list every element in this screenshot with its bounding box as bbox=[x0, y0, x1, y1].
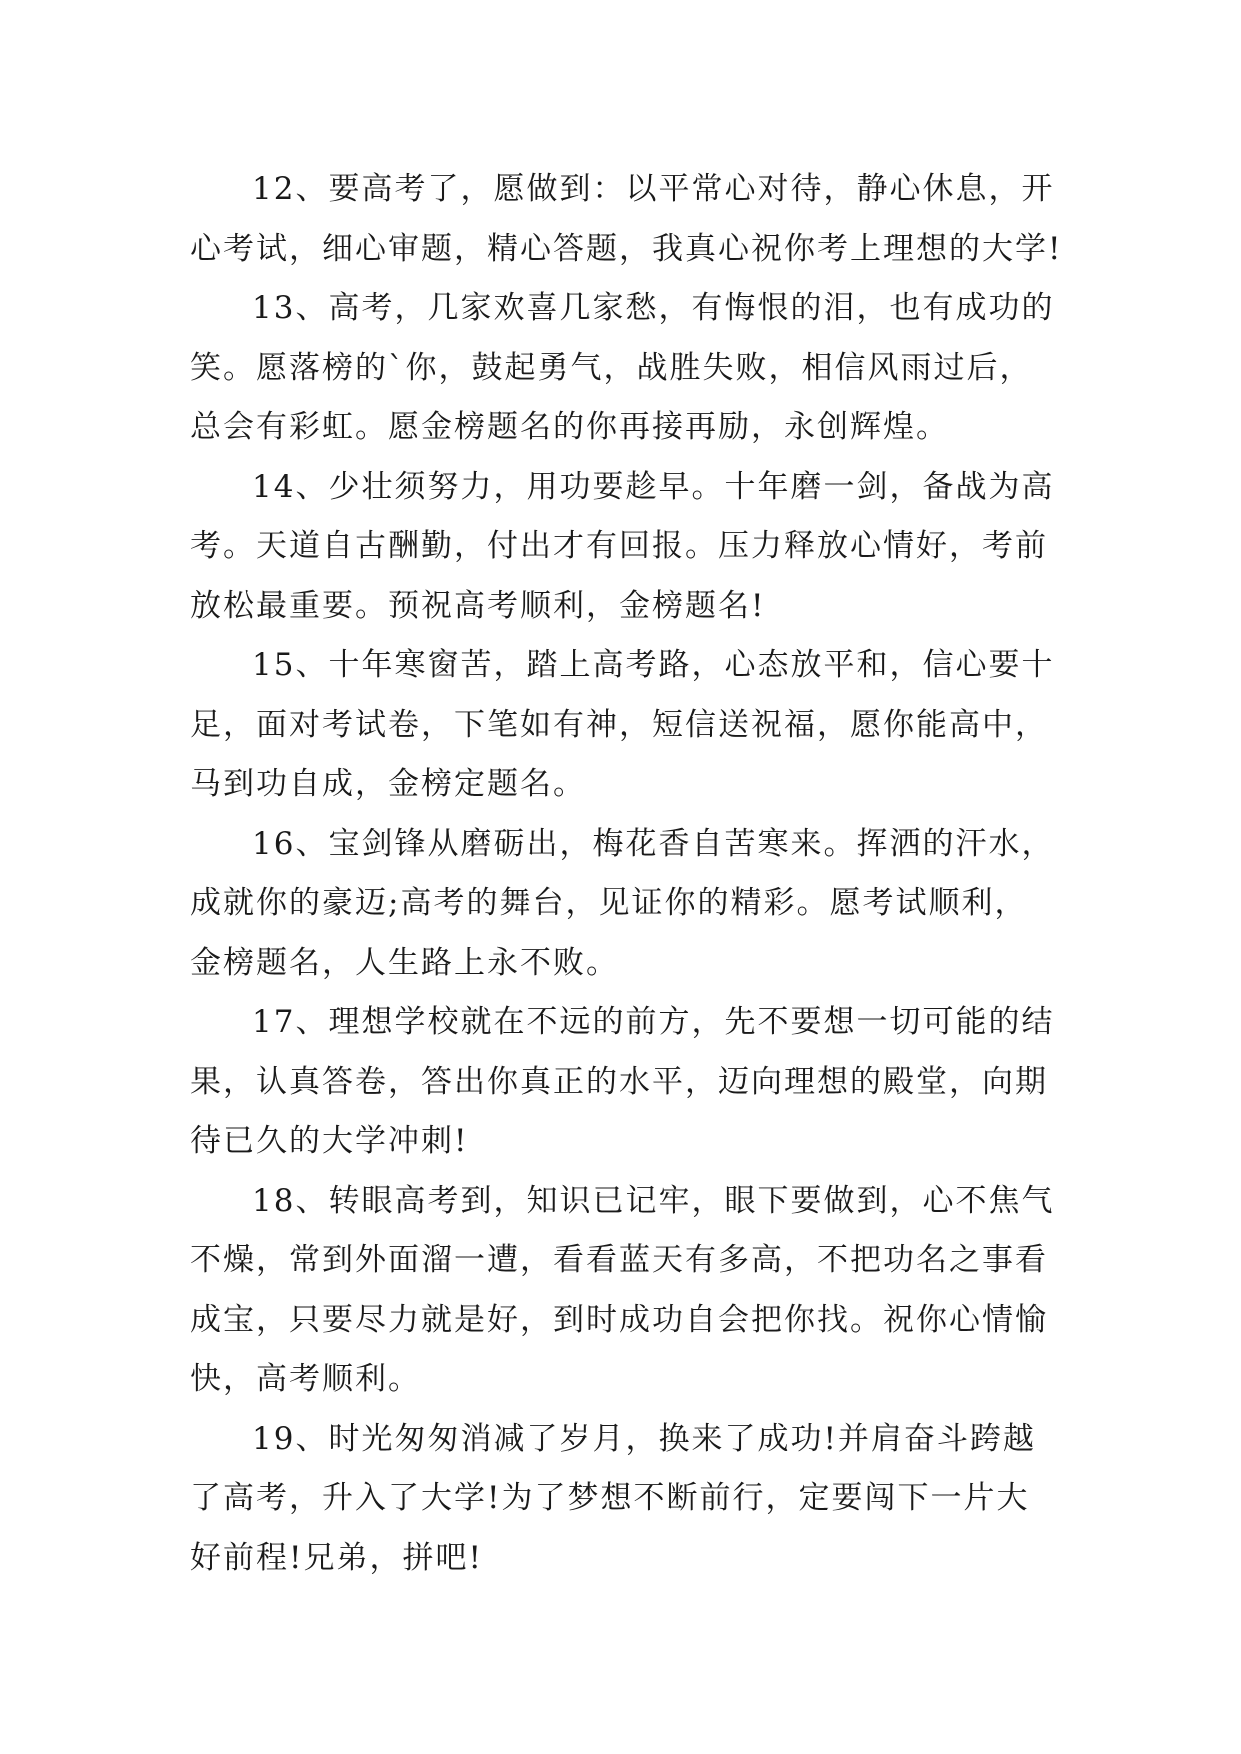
text-line: 待已久的大学冲刺! bbox=[190, 1123, 469, 1159]
paragraph bbox=[190, 1410, 1070, 1589]
document-body bbox=[190, 160, 1070, 1588]
text-line: 成就你的豪迈;高考的舞台，见证你的精彩。愿考试顺利， bbox=[190, 885, 1028, 921]
text-line: 总会有彩虹。愿金榜题名的你再接再励，永创辉煌。 bbox=[190, 409, 949, 445]
text-line: 笑。愿落榜的`你，鼓起勇气，战胜失败，相信风雨过后， bbox=[190, 349, 1033, 386]
text-line: 成宝，只要尽力就是好，到时成功自会把你找。祝你心情愉 bbox=[190, 1301, 1048, 1338]
text-line: 马到功自成，金榜定题名。 bbox=[190, 766, 586, 802]
text-line: 快，高考顺利。 bbox=[190, 1361, 421, 1397]
text-line: 16、宝剑锋从磨砺出，梅花香自苦寒来。挥洒的汗水， bbox=[252, 825, 1055, 862]
text-line: 足，面对考试卷，下笔如有神，短信送祝福，愿你能高中， bbox=[190, 706, 1048, 743]
text-line: 放松最重要。预祝高考顺利，金榜题名! bbox=[190, 587, 766, 624]
paragraph bbox=[190, 458, 1070, 637]
paragraph bbox=[190, 815, 1070, 994]
text-line: 考。天道自古酬勤，付出才有回报。压力释放心情好，考前 bbox=[190, 528, 1048, 564]
paragraph bbox=[190, 279, 1070, 458]
text-line: 12、要高考了，愿做到：以平常心对待，静心休息，开 bbox=[252, 171, 1055, 207]
paragraph bbox=[190, 993, 1070, 1172]
paragraph bbox=[190, 1172, 1070, 1410]
text-line: 金榜题名，人生路上永不败。 bbox=[190, 944, 619, 981]
text-line: 不燥，常到外面溜一遭，看看蓝天有多高，不把功名之事看 bbox=[190, 1242, 1048, 1278]
paragraph bbox=[190, 160, 1070, 279]
text-line: 了高考，升入了大学!为了梦想不断前行，定要闯下一片大 bbox=[190, 1480, 1030, 1516]
text-line: 14、少壮须努力，用功要趁早。十年磨一剑，备战为高 bbox=[252, 468, 1055, 505]
text-line: 心考试，细心审题，精心答题，我真心祝你考上理想的大学! bbox=[190, 230, 1063, 267]
text-line: 13、高考，几家欢喜几家愁，有悔恨的泪，也有成功的 bbox=[252, 290, 1055, 326]
text-line: 17、理想学校就在不远的前方，先不要想一切可能的结 bbox=[252, 1004, 1055, 1040]
paragraph bbox=[190, 636, 1070, 815]
text-line: 好前程!兄弟，拼吧! bbox=[190, 1539, 483, 1576]
text-line: 果，认真答卷，答出你真正的水平，迈向理想的殿堂，向期 bbox=[190, 1063, 1048, 1100]
text-line: 15、十年寒窗苦，踏上高考路，心态放平和，信心要十 bbox=[252, 647, 1055, 683]
text-line: 18、转眼高考到，知识已记牢，眼下要做到，心不焦气 bbox=[252, 1182, 1055, 1219]
text-line: 19、时光匆匆消减了岁月，换来了成功!并肩奋斗跨越 bbox=[252, 1420, 1036, 1457]
